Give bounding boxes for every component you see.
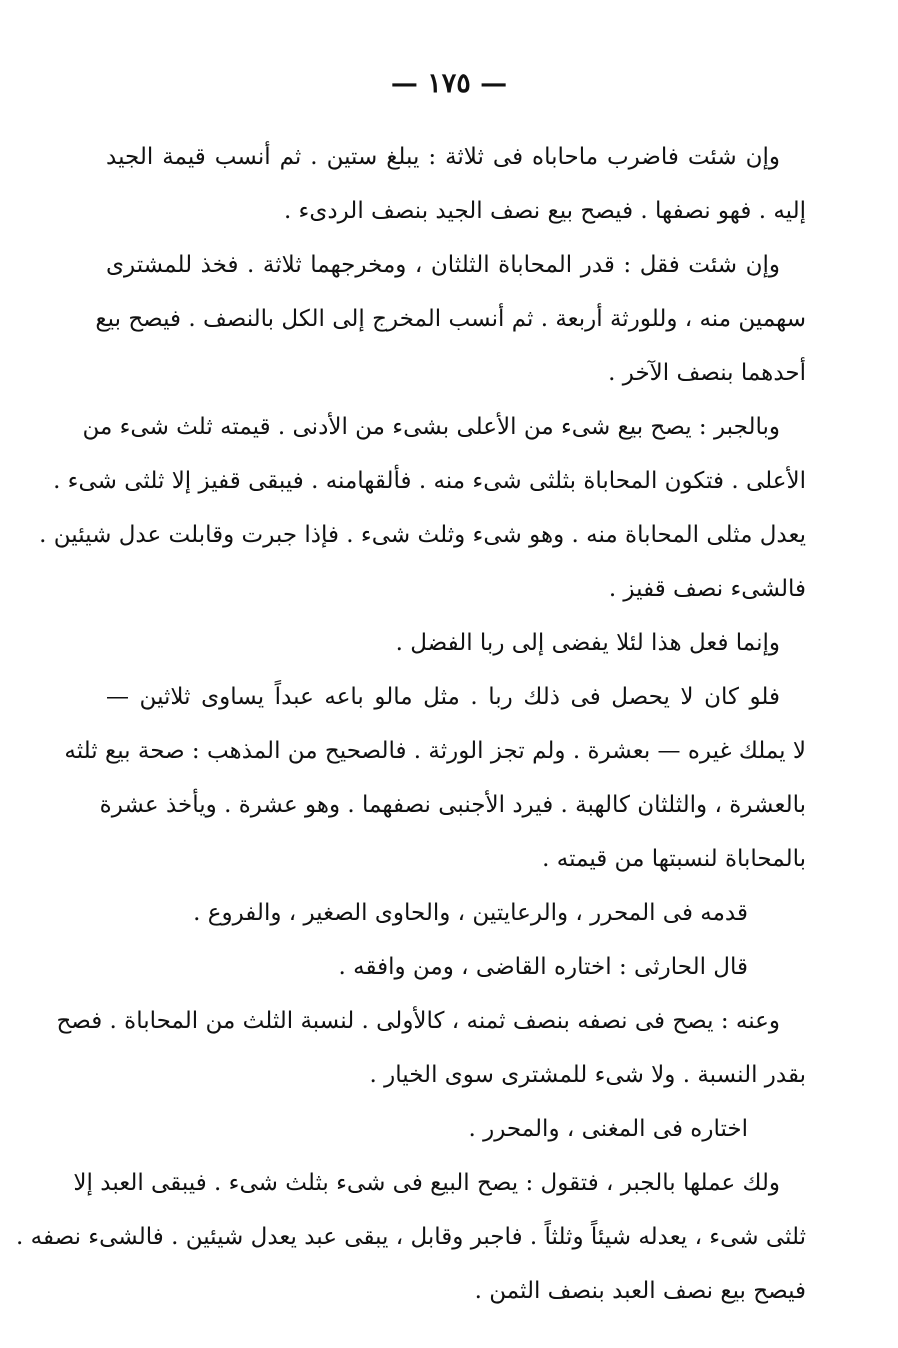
text-line: وإن شئت فاضرب ماحاباه فى ثلاثة : يبلغ ستين . ثم أنسب قيمة الجيد xyxy=(106,144,780,170)
text-line: فيصح بيع نصف العبد بنصف الثمن . xyxy=(474,1278,806,1304)
text-line: سهمين منه ، وللورثة أربعة . ثم أنسب المخرج إلى الكل بالنصف . فيصح بيع xyxy=(95,306,806,332)
text-line: ولك عملها بالجبر ، فتقول : يصح البيع فى شىء بثلث شىء . فيبقى العبد إلا xyxy=(73,1170,780,1196)
text-line: بالعشرة ، والثلثان كالهبة . فيرد الأجنبى نصفهما . وهو عشرة . ويأخذ عشرة xyxy=(99,792,806,818)
text-line: لا يملك غيره — بعشرة . ولم تجز الورثة . فالصحيح من المذهب : صحة بيع ثلثه xyxy=(64,738,806,764)
text-line: يعدل مثلى المحاباة منه . وهو شىء وثلث شىء . فإذا جبرت وقابلت عدل شيئين . xyxy=(39,522,806,548)
text-line: وبالجبر : يصح بيع شىء من الأعلى بشىء من الأدنى . قيمته ثلث شىء من xyxy=(82,414,780,440)
body-text xyxy=(16,130,806,1318)
text-line: فالشىء نصف قفيز . xyxy=(608,576,806,602)
text-line: أحدهما بنصف الآخر . xyxy=(608,360,806,386)
text-line: وإن شئت فقل : قدر المحاباة الثلثان ، ومخرجهما ثلاثة . فخذ للمشترى xyxy=(106,252,780,278)
text-line: فلو كان لا يحصل فى ذلك ربا . مثل مالو باعه عبداً يساوى ثلاثين — xyxy=(106,684,780,710)
text-line: وإنما فعل هذا لئلا يفضى إلى ربا الفضل . xyxy=(395,630,780,656)
text-line: الأعلى . فتكون المحاباة بثلثى شىء منه . فألقهامنه . فيبقى قفيز إلا ثلثى شىء . xyxy=(53,468,806,494)
text-line: بالمحاباة لنسبتها من قيمته . xyxy=(542,846,806,872)
text-line: بقدر النسبة . ولا شىء للمشترى سوى الخيار . xyxy=(369,1062,806,1088)
text-line: قال الحارثى : اختاره القاضى ، ومن وافقه . xyxy=(338,954,748,980)
text-line: ثلثى شىء ، يعدله شيئاً وثلثاً . فاجبر وقابل ، يبقى عبد يعدل شيئين . فالشىء نصفه . xyxy=(16,1224,806,1250)
text-line: وعنه : يصح فى نصفه بنصف ثمنه ، كالأولى . لنسبة الثلث من المحاباة . فصح xyxy=(56,1008,780,1034)
text-line: إليه . فهو نصفها . فيصح بيع نصف الجيد بنصف الردىء . xyxy=(283,198,806,224)
text-line: اختاره فى المغنى ، والمحرر . xyxy=(468,1116,748,1142)
page-number: — ١٧٥ — xyxy=(390,68,508,99)
text-line: قدمه فى المحرر ، والرعايتين ، والحاوى الصغير ، والفروع . xyxy=(193,900,748,926)
